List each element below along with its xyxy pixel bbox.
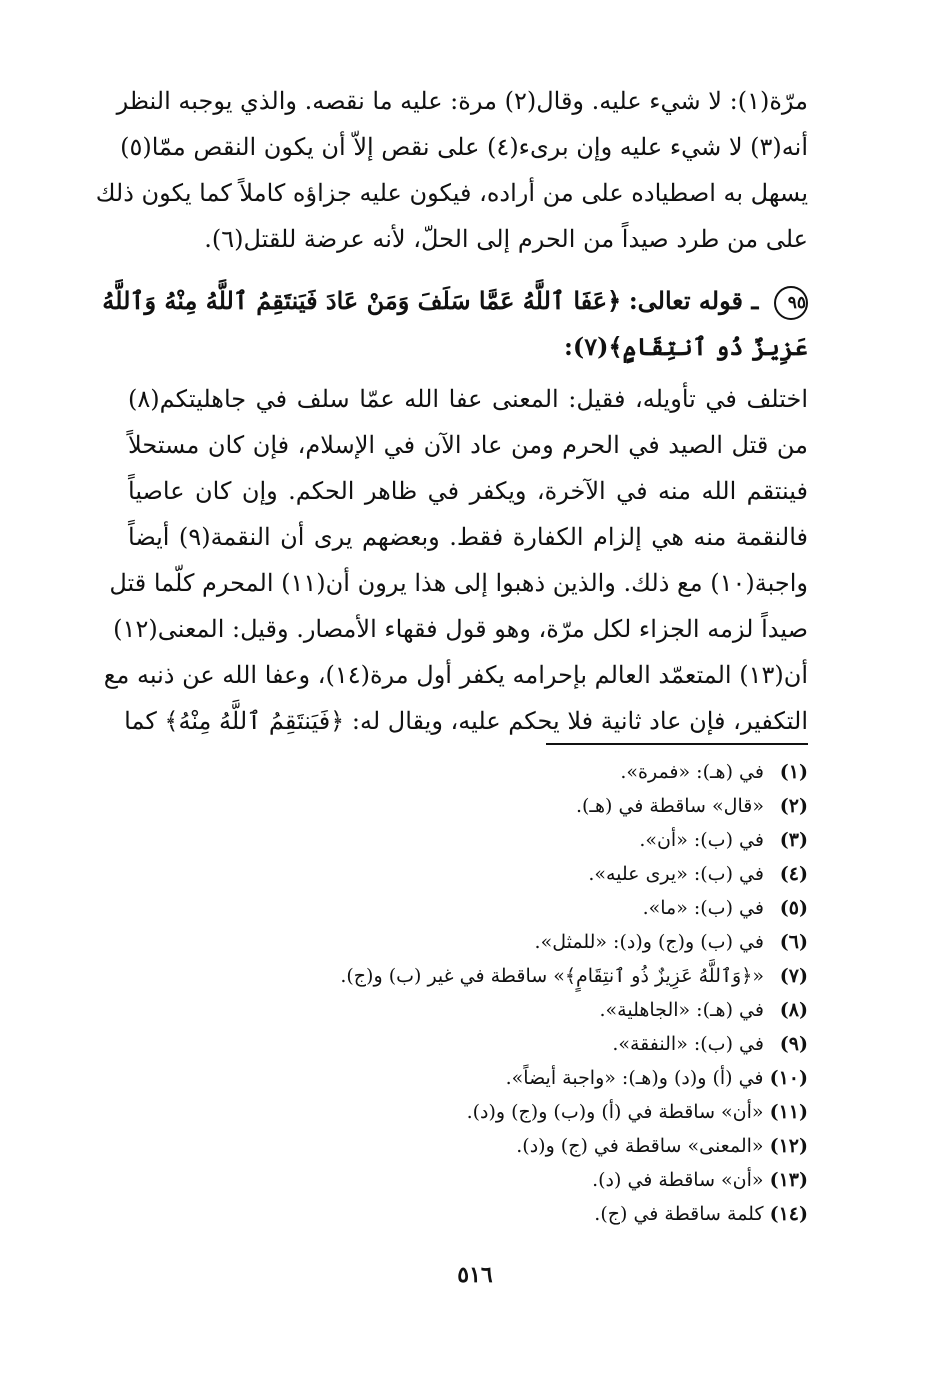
footnote-text: في (هـ): «فمرة». (620, 761, 764, 783)
footnote-text: كلمة ساقطة في (ج). (594, 1203, 764, 1225)
verse-line-2 (128, 324, 808, 370)
footnote-number: (٧) (779, 965, 808, 987)
footnote (128, 755, 808, 789)
text-line: فينتقم الله منه في الآخرة، ويكفر في ظاهر الحكم. وإن كان عاصياً (128, 477, 808, 505)
footnote-number: (١٠) (769, 1067, 808, 1089)
text-line: أنه(٣) لا شيء عليه وإن برىء(٤) على نقص إلاّ أن يكون النقص ممّا(٥) (120, 133, 808, 161)
verse-line-1 (102, 278, 808, 324)
footnote (128, 823, 808, 857)
verse-heading (102, 278, 808, 370)
paragraph-2 (103, 376, 809, 744)
footnote (128, 1061, 808, 1095)
footnote (128, 1197, 808, 1231)
footnote-number: (١٤) (769, 1203, 808, 1225)
footnote (128, 1163, 808, 1197)
text-line: من قتل الصيد في الحرم ومن عاد الآن في الإسلام، فإن كان مستحلاً (128, 431, 808, 459)
footnote (128, 891, 808, 925)
footnote (128, 1129, 808, 1163)
footnote-number: (٦) (779, 931, 808, 953)
footnote-number: (٤) (779, 863, 808, 885)
verse-number-medallion: ٩٥ (774, 286, 808, 320)
quran-verse-text: ﴿عَفَا ٱللَّهُ عَمَّا سَلَفَ وَمَنْ عَادَ فَيَنتَقِمُ ٱللَّهُ مِنْهُ وَٱللَّهُ (102, 286, 622, 315)
footnote-text: «أن» ساقطة في (د). (592, 1169, 764, 1191)
footnote-text: «المعنى» ساقطة في (ج) و(د). (516, 1135, 764, 1157)
footnote-text: «أن» ساقطة في (أ) و(ب) و(ج) و(د). (466, 1101, 764, 1123)
footnote-text: في (ب): «النفقة». (612, 1033, 764, 1055)
text-line: مرّة(١): لا شيء عليه. وقال(٢) مرة: عليه ما نقصه. والذي يوجبه النظر (116, 87, 808, 115)
text-line: أن(١٣) المتعمّد العالم بإحرامه يكفر أول مرة(١٤)، وعفا الله عن ذنبه مع (103, 661, 808, 689)
text-line: فالنقمة منه هي إلزام الكفارة فقط. وبعضهم يرى أن النقمة(٩) أيضاً (128, 523, 809, 551)
footnote-number: (١٣) (769, 1169, 808, 1191)
footnote-text: «﴿وَٱللَّهُ عَزِيزٌ ذُو ٱنتِقَامٍ﴾» ساقطة في غير (ب) و(ج). (340, 965, 764, 987)
footnote-number: (٣) (779, 829, 808, 851)
footnote-number: (٩) (779, 1033, 808, 1055)
footnote (128, 1095, 808, 1129)
text-line: صيداً لزمه الجزاء لكل مرّة، وهو قول فقهاء الأمصار. وقيل: المعنى(١٢) (113, 615, 808, 643)
verse-intro: ـ قوله تعالى: (628, 286, 759, 315)
footnote-text: «قال» ساقطة في (هـ). (575, 795, 764, 817)
footnotes (128, 755, 808, 1231)
paragraph-1 (95, 78, 808, 262)
footnote (128, 993, 808, 1027)
footnote (128, 789, 808, 823)
text-line: على من طرد صيداً من الحرم إلى الحلّ، لأنه عرضة للقتل(٦). (204, 225, 808, 253)
text-line: واجبة(١٠) مع ذلك. والذين ذهبوا إلى هذا يرون أن(١١) المحرم كلّما قتل (109, 569, 808, 597)
footnote-text: في (ب): «يرى عليه». (588, 863, 764, 885)
footnote-number: (٨) (779, 999, 808, 1021)
footnote-number: (٥) (779, 897, 808, 919)
footnote-number: (٢) (779, 795, 808, 817)
footnote-number: (١٢) (769, 1135, 808, 1157)
footnote-text: في (أ) و(د) و(هـ): «واجبة أيضاً». (505, 1067, 764, 1089)
text-line: يسهل به اصطياده على من أراده، فيكون عليه جزاؤه كاملاً كما يكون ذلك (95, 179, 808, 207)
footnote (128, 1027, 808, 1061)
footnote (128, 857, 808, 891)
page-number: ٥١٦ (457, 1262, 493, 1288)
footnote-text: في (هـ): «الجاهلية». (599, 999, 764, 1021)
footnote (128, 959, 808, 993)
footnote-text: في (ب): «ما». (642, 897, 764, 919)
footnote-number: (١١) (769, 1101, 808, 1123)
footnote-text: في (ب): «أن». (639, 829, 764, 851)
footnote-divider (546, 743, 808, 745)
text-line: التكفير، فإن عاد ثانية فلا يحكم عليه، ويقال له: ﴿فَيَنتَقِمُ ٱللَّهُ مِنْهُ﴾ كما (124, 707, 808, 735)
footnote-text: في (ب) و(ج) و(د): «للمثل». (534, 931, 764, 953)
footnote (128, 925, 808, 959)
quran-verse-text: عَزِيزٌ ذُو ٱنتِقَامٍ﴾(٧): (564, 332, 808, 361)
footnote-number: (١) (779, 761, 808, 783)
text-line: اختلف في تأويله، فقيل: المعنى عفا الله عمّا سلف في جاهليتكم(٨) (128, 385, 808, 413)
